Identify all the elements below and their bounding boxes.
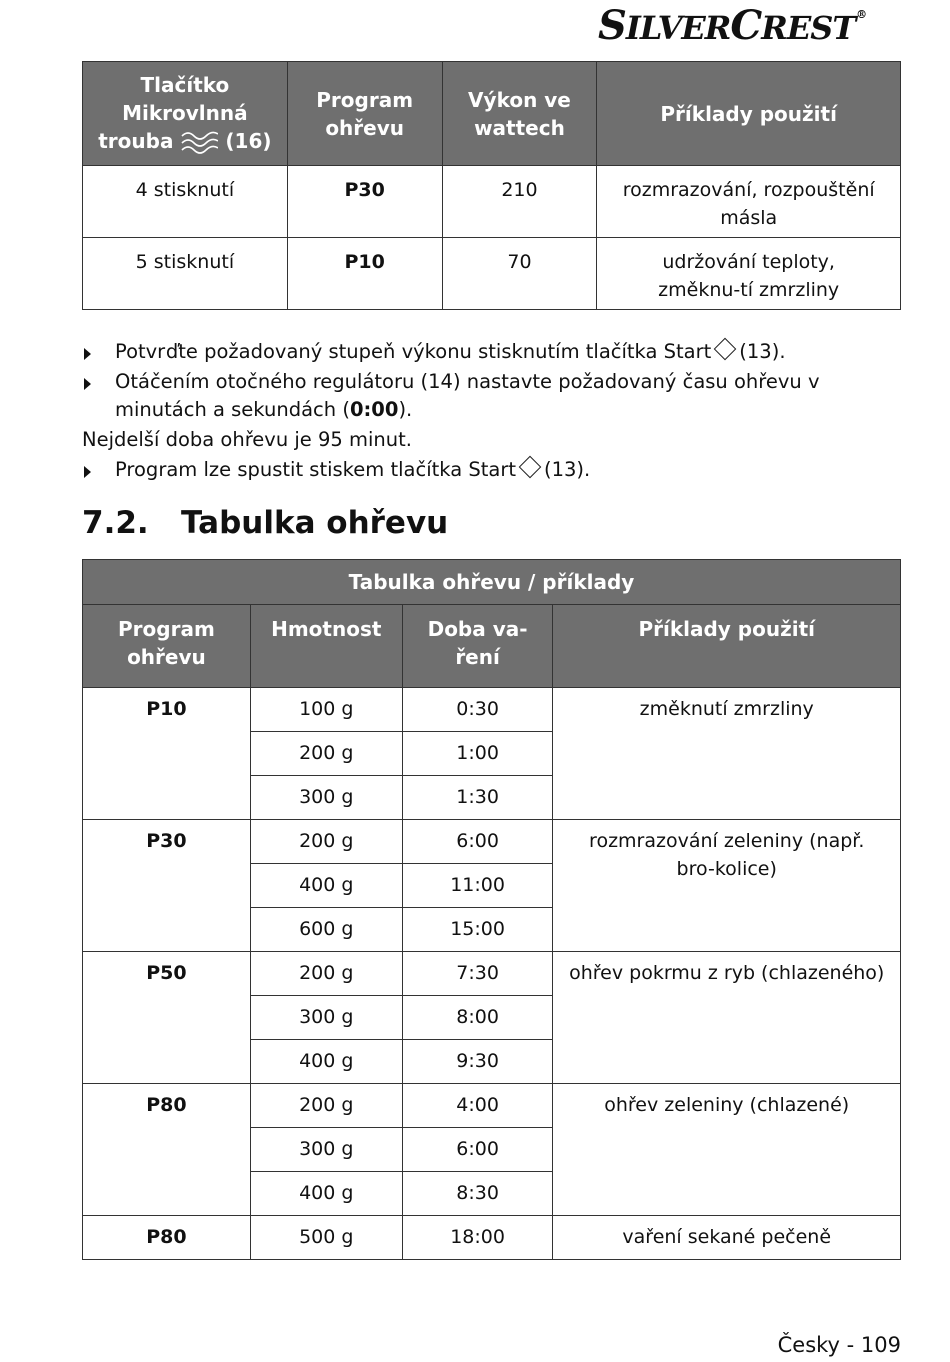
bullet-arrow-icon xyxy=(84,378,91,390)
press-count: 4 stisknutí xyxy=(83,166,288,238)
table-row xyxy=(83,688,901,732)
power-value: 210 xyxy=(442,166,597,238)
time-cell: 4:00 xyxy=(402,1084,553,1128)
program-code: P10 xyxy=(287,238,442,310)
silvercrest-logo: SILVERCREST® xyxy=(598,2,867,49)
header-time: Doba va- ření xyxy=(402,605,553,688)
weight-cell: 200 g xyxy=(250,820,402,864)
table-row xyxy=(83,952,901,996)
time-cell: 7:30 xyxy=(402,952,553,996)
program-code: P80 xyxy=(83,1084,251,1216)
usage-example: rozmrazování, rozpouštění másla xyxy=(597,166,901,238)
time-cell: 6:00 xyxy=(402,1128,553,1172)
time-cell: 15:00 xyxy=(402,908,553,952)
table-row xyxy=(83,820,901,864)
usage-example: ohřev zeleniny (chlazené) xyxy=(553,1084,901,1216)
weight-cell: 200 g xyxy=(250,732,402,776)
power-value: 70 xyxy=(442,238,597,310)
program-code: P10 xyxy=(83,688,251,820)
weight-cell: 300 g xyxy=(250,1128,402,1172)
program-code: P50 xyxy=(83,952,251,1084)
program-code: P30 xyxy=(287,166,442,238)
instruction-item: Otáčením otočného regulátoru (14) nastavte požadovaný času ohřevu v minutách a sekundách (0:00). xyxy=(82,368,902,424)
weight-cell: 400 g xyxy=(250,864,402,908)
time-cell: 9:30 xyxy=(402,1040,553,1084)
note-text: Nejdelší doba ohřevu je 95 minut. xyxy=(82,428,412,451)
heating-table xyxy=(82,559,901,1260)
header-program: Program ohřevu xyxy=(83,605,251,688)
time-cell: 1:30 xyxy=(402,776,553,820)
section-heading xyxy=(82,503,448,543)
usage-example: vaření sekané pečeně xyxy=(553,1216,901,1260)
bullet-arrow-icon xyxy=(84,348,91,360)
table-row xyxy=(83,1084,901,1128)
header-weight: Hmotnost xyxy=(250,605,402,688)
table-caption-row xyxy=(83,560,901,605)
time-cell: 11:00 xyxy=(402,864,553,908)
weight-cell: 200 g xyxy=(250,1084,402,1128)
weight-cell: 200 g xyxy=(250,952,402,996)
weight-cell: 300 g xyxy=(250,776,402,820)
table-row xyxy=(83,238,901,310)
section-number: 7.2. xyxy=(82,505,149,541)
time-cell: 0:30 xyxy=(402,688,553,732)
time-cell: 6:00 xyxy=(402,820,553,864)
usage-example: rozmrazování zeleniny (např. bro-kolice) xyxy=(553,820,901,952)
weight-cell: 100 g xyxy=(250,688,402,732)
usage-example: udržování teploty, změknu-tí zmrzliny xyxy=(597,238,901,310)
start-diamond-icon xyxy=(714,338,737,361)
weight-cell: 400 g xyxy=(250,1040,402,1084)
instructions xyxy=(82,338,902,484)
usage-example: ohřev pokrmu z ryb (chlazeného) xyxy=(553,952,901,1084)
section-title: Tabulka ohřevu xyxy=(181,505,449,541)
program-code: P30 xyxy=(83,820,251,952)
bullet-arrow-icon xyxy=(84,466,91,478)
table-caption: Tabulka ohřevu / příklady xyxy=(83,560,901,605)
time-cell: 8:30 xyxy=(402,1172,553,1216)
usage-example: změknutí zmrzliny xyxy=(553,688,901,820)
instruction-item: Potvrďte požadovaný stupeň výkonu stisknutím tlačítka Start (13). xyxy=(82,338,902,366)
header-examples: Příklady použití xyxy=(553,605,901,688)
time-cell: 1:00 xyxy=(402,732,553,776)
header-power: Výkon ve wattech xyxy=(442,62,597,166)
table-header-row xyxy=(83,62,901,166)
weight-cell: 500 g xyxy=(250,1216,402,1260)
weight-cell: 400 g xyxy=(250,1172,402,1216)
program-code: P80 xyxy=(83,1216,251,1260)
press-count: 5 stisknutí xyxy=(83,238,288,310)
header-program: Program ohřevu xyxy=(287,62,442,166)
time-cell: 8:00 xyxy=(402,996,553,1040)
weight-cell: 600 g xyxy=(250,908,402,952)
table-header-row xyxy=(83,605,901,688)
microwave-wave-icon xyxy=(180,130,218,156)
header-examples: Příklady použití xyxy=(597,62,901,166)
table-row xyxy=(83,166,901,238)
start-diamond-icon xyxy=(519,456,542,479)
table-row xyxy=(83,1216,901,1260)
instruction-item: Program lze spustit stiskem tlačítka Start (13). xyxy=(82,456,902,484)
weight-cell: 300 g xyxy=(250,996,402,1040)
header-button: Tlačítko Mikrovlnná trouba (16) xyxy=(83,62,288,166)
page-footer: Česky - 109 xyxy=(777,1333,901,1357)
microwave-power-table xyxy=(82,61,901,310)
time-cell: 18:00 xyxy=(402,1216,553,1260)
